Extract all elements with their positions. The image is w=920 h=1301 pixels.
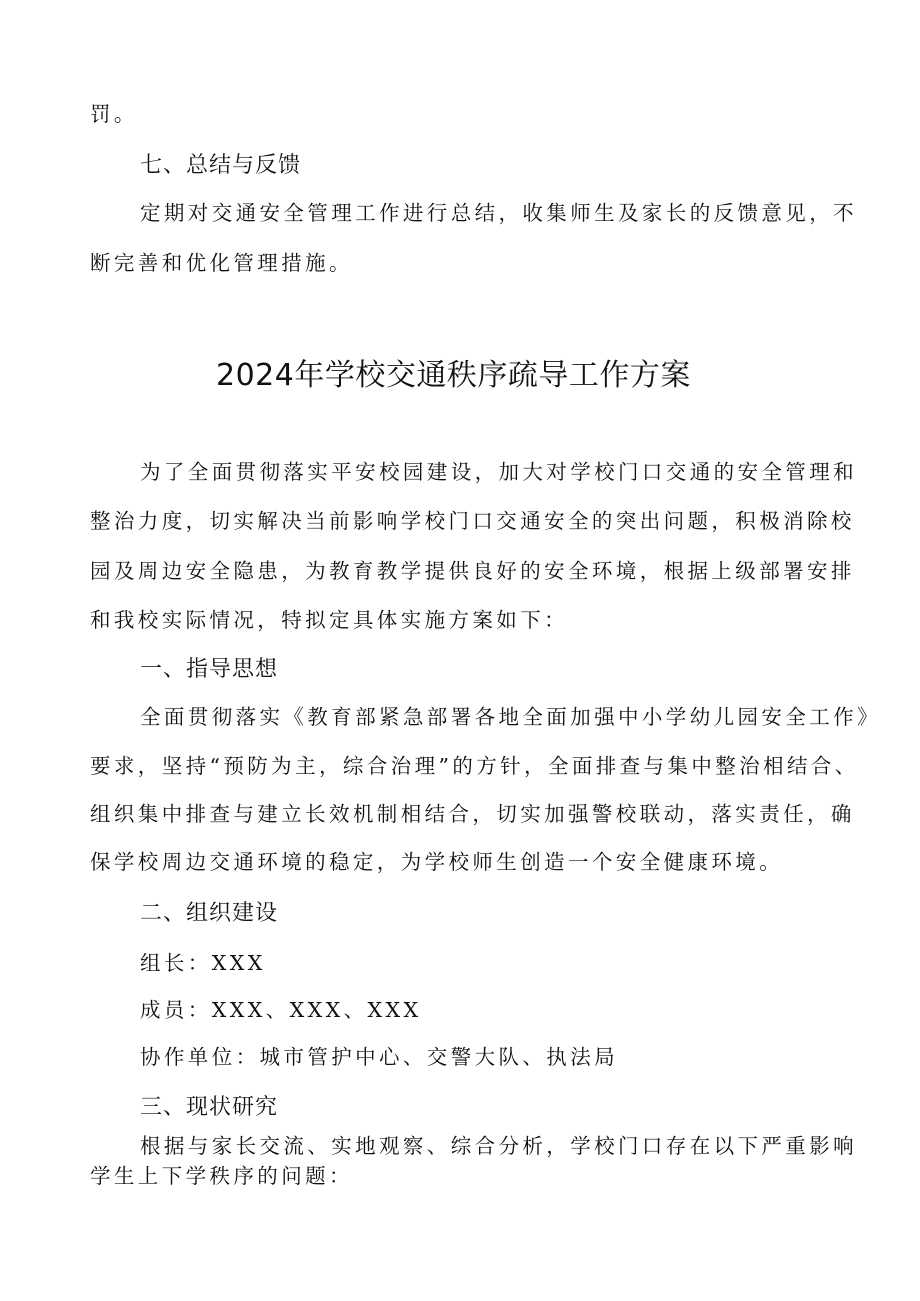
partners-line: 协作单位：城市管护中心、交警大队、执法局	[140, 1045, 618, 1069]
prev-section-tail-line: 罚。	[90, 102, 138, 126]
section-heading-status-research: 三、现状研究	[140, 1095, 279, 1120]
paragraph-line: 根据与家长交流、实地观察、综合分析，学校门口存在以下严重影响	[140, 1134, 857, 1158]
paragraph-line: 定期对交通安全管理工作进行总结，收集师生及家长的反馈意见，不	[140, 201, 857, 225]
paragraph-line: 整治力度，切实解决当前影响学校门口交通安全的突出问题，积极消除校	[90, 509, 855, 533]
section-heading-organization: 二、组织建设	[140, 901, 279, 926]
paragraph-line: 园及周边安全隐患，为教育教学提供良好的安全环境，根据上级部署安排	[90, 559, 855, 583]
paragraph-line: 为了全面贯彻落实平安校园建设，加大对学校门口交通的安全管理和	[140, 460, 857, 484]
leader-line: 组长：XXX	[140, 951, 266, 975]
section-heading-guiding-thought: 一、指导思想	[140, 657, 279, 682]
paragraph-line: 保学校周边交通环境的稳定，为学校师生创造一个安全健康环境。	[90, 850, 784, 874]
document-title: 2024年学校交通秩序疏导工作方案	[216, 358, 691, 393]
paragraph-line: 断完善和优化管理措施。	[90, 251, 353, 275]
prev-section-heading: 七、总结与反馈	[140, 153, 302, 178]
paragraph-line: 全面贯彻落实《教育部紧急部署各地全面加强中小学幼儿园安全工作》	[140, 705, 881, 729]
paragraph-line: 要求，坚持“预防为主，综合治理”的方针，全面排查与集中整治相结合、	[90, 754, 859, 778]
paragraph-line: 组织集中排查与建立长效机制相结合，切实加强警校联动，落实责任，确	[90, 802, 855, 826]
paragraph-line: 和我校实际情况，特拟定具体实施方案如下：	[90, 608, 568, 632]
members-line: 成员：XXX、XXX、XXX	[140, 998, 422, 1022]
paragraph-line: 学生上下学秩序的问题：	[90, 1164, 353, 1188]
